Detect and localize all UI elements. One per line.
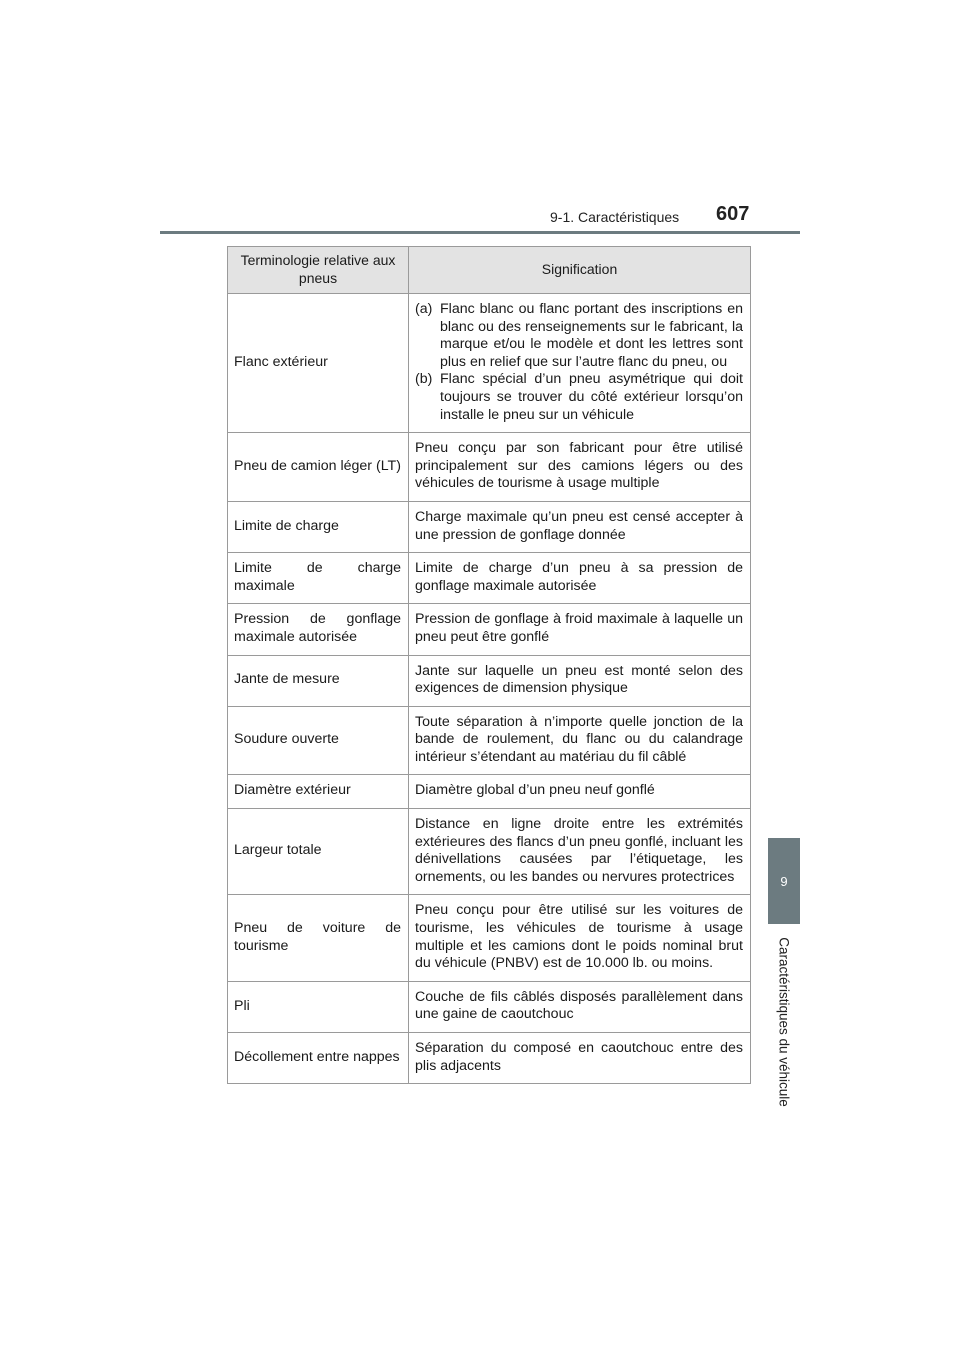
term-cell: Diamètre extérieur [228, 775, 409, 809]
meaning-cell: Jante sur laquelle un pneu est monté selon des exigences de dimension physique [409, 655, 751, 706]
table-row [228, 501, 751, 552]
term-cell: Pli [228, 981, 409, 1032]
table-row [228, 553, 751, 604]
table-row [228, 981, 751, 1032]
column-header-meaning: Signification [409, 247, 751, 294]
term-cell: Limite de charge [228, 501, 409, 552]
meaning-cell [409, 294, 751, 433]
meaning-cell: Limite de charge d’un pneu à sa pression de gonflage maximale autorisée [409, 553, 751, 604]
chapter-tab-number: 9 [780, 873, 788, 889]
table-row [228, 775, 751, 809]
chapter-side-label: Caractéristiques du véhicule [776, 937, 792, 1107]
table-row [228, 895, 751, 981]
table-row [228, 706, 751, 775]
header-divider [160, 231, 800, 234]
meaning-cell: Pression de gonflage à froid maximale à laquelle un pneu peut être gonflé [409, 604, 751, 655]
term-cell: Flanc extérieur [228, 294, 409, 433]
column-header-term: Terminologie relative aux pneus [228, 247, 409, 294]
meaning-cell: Diamètre global d’un pneu neuf gonflé [409, 775, 751, 809]
page-number: 607 [716, 203, 750, 225]
list-marker: (a) [415, 301, 433, 317]
term-cell: Pneu de camion léger (LT) [228, 433, 409, 502]
section-title: 9-1. Caractéristiques [550, 209, 680, 225]
term-cell: Décollement entre nappes [228, 1033, 409, 1084]
table-row [228, 1033, 751, 1084]
list-marker: (b) [415, 371, 433, 388]
meaning-cell: Pneu conçu pour être utilisé sur les voitures de tourisme, les véhicules de tourisme à usage multiple et les camions dont le poids nominal brut du véhicule (PNBV) est de 10.000 lb. ou moins. [409, 895, 751, 981]
meaning-cell: Toute séparation à n’importe quelle jonction de la bande de roulement, du flanc ou du calandrage intérieur s’étendant au matériau du fil câblé [409, 706, 751, 775]
term-cell: Limite de charge maximale [228, 553, 409, 604]
meaning-cell: Pneu conçu par son fabricant pour être utilisé principalement sur des camions légers ou des véhicules de tourisme à usage multiple [409, 433, 751, 502]
list-item-text: Flanc blanc ou flanc portant des inscriptions en blanc ou des renseignements sur le fabricant, la marque et/ou le modèle et dont les lettres sont plus en relief que sur l’autre flanc du pneu, ou [440, 301, 743, 370]
term-cell: Largeur totale [228, 809, 409, 895]
list-item [415, 371, 743, 424]
meaning-cell: Charge maximale qu’un pneu est censé accepter à une pression de gonflage donnée [409, 501, 751, 552]
term-cell: Soudure ouverte [228, 706, 409, 775]
table-row [228, 809, 751, 895]
table-header-row [228, 247, 751, 294]
meaning-cell: Séparation du composé en caoutchouc entre des plis adjacents [409, 1033, 751, 1084]
table-row [228, 433, 751, 502]
term-cell: Jante de mesure [228, 655, 409, 706]
term-cell: Pression de gonflage maximale autorisée [228, 604, 409, 655]
tire-terminology-table [227, 246, 751, 1084]
meaning-cell: Couche de fils câblés disposés parallèlement dans une gaine de caoutchouc [409, 981, 751, 1032]
table-row [228, 655, 751, 706]
list-item [415, 301, 743, 371]
table-row [228, 294, 751, 433]
meaning-cell: Distance en ligne droite entre les extrémités extérieures des flancs d’un pneu gonflé, incluant les dénivellations causées par l’étiquetage, les ornements, ou les bandes ou nervures protectrices [409, 809, 751, 895]
list-item-text: Flanc spécial d’un pneu asymétrique qui doit toujours se trouver du côté extérieur lorsqu’on installe le pneu sur un véhicule [440, 371, 743, 423]
meaning-list [415, 301, 743, 424]
chapter-tab [768, 838, 800, 924]
table-row [228, 604, 751, 655]
term-cell: Pneu de voiture de tourisme [228, 895, 409, 981]
